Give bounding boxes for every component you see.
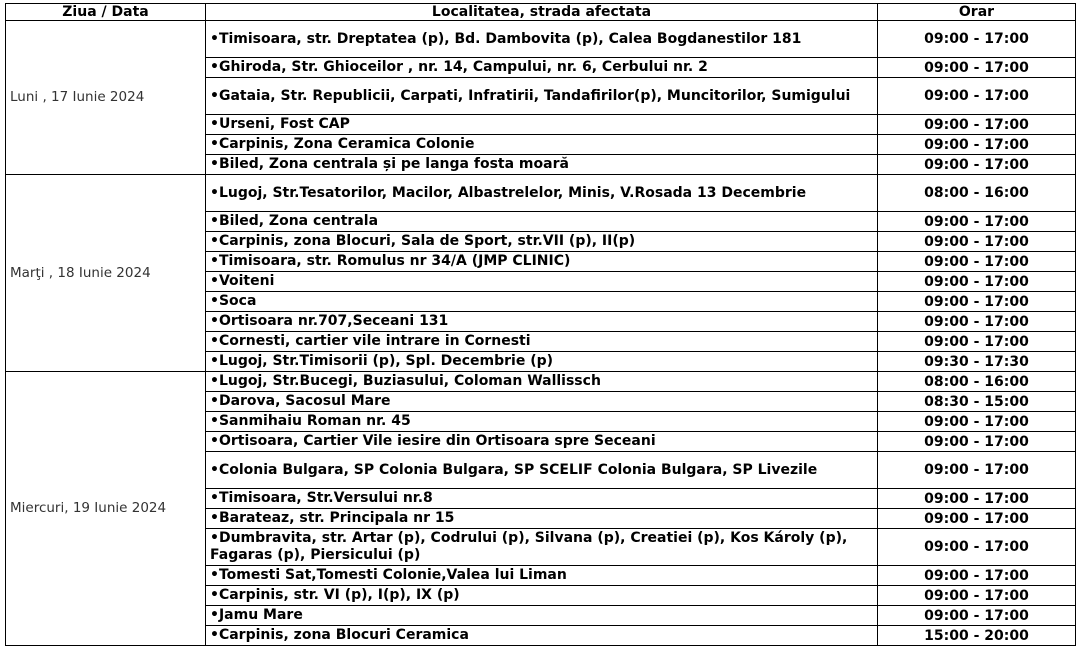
location-cell: •Lugoj, Str.Tesatorilor, Macilor, Albastrelelor, Minis, V.Rosada 13 Decembrie (206, 175, 878, 212)
time-cell: 09:00 - 17:00 (878, 452, 1076, 489)
location-cell: •Ghiroda, Str. Ghioceilor , nr. 14, Campului, nr. 6, Cerbului nr. 2 (206, 58, 878, 78)
time-cell: 09:00 - 17:00 (878, 566, 1076, 586)
table-row (6, 175, 1076, 212)
time-cell: 09:00 - 17:00 (878, 212, 1076, 232)
time-cell: 09:00 - 17:00 (878, 135, 1076, 155)
table-row (6, 372, 1076, 392)
header-row (6, 4, 1076, 21)
time-cell: 09:00 - 17:00 (878, 332, 1076, 352)
time-cell: 08:00 - 16:00 (878, 372, 1076, 392)
time-cell: 09:00 - 17:00 (878, 509, 1076, 529)
time-cell: 09:00 - 17:00 (878, 78, 1076, 115)
location-cell: •Ortisoara, Cartier Vile iesire din Ortisoara spre Seceani (206, 432, 878, 452)
location-cell: •Gataia, Str. Republicii, Carpati, Infratirii, Tandafirilor(p), Muncitorilor, Sumigului (206, 78, 878, 115)
time-cell: 09:00 - 17:00 (878, 586, 1076, 606)
header-time: Orar (878, 4, 1076, 21)
location-cell: •Jamu Mare (206, 606, 878, 626)
time-cell: 09:00 - 17:00 (878, 292, 1076, 312)
table-row (6, 21, 1076, 58)
location-cell: •Sanmihaiu Roman nr. 45 (206, 412, 878, 432)
time-cell: 09:00 - 17:00 (878, 21, 1076, 58)
time-cell: 09:00 - 17:00 (878, 232, 1076, 252)
outage-schedule-table (5, 3, 1076, 646)
time-cell: 09:00 - 17:00 (878, 155, 1076, 175)
time-cell: 09:00 - 17:00 (878, 606, 1076, 626)
location-cell: •Barateaz, str. Principala nr 15 (206, 509, 878, 529)
location-cell: •Urseni, Fost CAP (206, 115, 878, 135)
location-cell: •Timisoara, Str.Versului nr.8 (206, 489, 878, 509)
time-cell: 09:00 - 17:00 (878, 489, 1076, 509)
location-cell: •Biled, Zona centrala și pe langa fosta moară (206, 155, 878, 175)
location-cell: •Dumbravita, str. Artar (p), Codrului (p), Silvana (p), Creatiei (p), Kos Károly (p), Fagaras (p), Piersicului (p) (206, 529, 878, 566)
time-cell: 09:00 - 17:00 (878, 252, 1076, 272)
location-cell: •Darova, Sacosul Mare (206, 392, 878, 412)
time-cell: 09:00 - 17:00 (878, 529, 1076, 566)
location-cell: •Carpinis, zona Blocuri Ceramica (206, 626, 878, 646)
location-cell: •Carpinis, str. VI (p), I(p), IX (p) (206, 586, 878, 606)
time-cell: 09:30 - 17:30 (878, 352, 1076, 372)
location-cell: •Ortisoara nr.707,Seceani 131 (206, 312, 878, 332)
day-cell: Miercuri, 19 Iunie 2024 (6, 372, 206, 646)
time-cell: 08:00 - 16:00 (878, 175, 1076, 212)
location-cell: •Lugoj, Str.Timisorii (p), Spl. Decembrie (p) (206, 352, 878, 372)
location-cell: •Carpinis, Zona Ceramica Colonie (206, 135, 878, 155)
location-cell: •Colonia Bulgara, SP Colonia Bulgara, SP SCELIF Colonia Bulgara, SP Livezile (206, 452, 878, 489)
day-cell: Marţi , 18 Iunie 2024 (6, 175, 206, 372)
time-cell: 09:00 - 17:00 (878, 412, 1076, 432)
location-cell: •Carpinis, zona Blocuri, Sala de Sport, str.VII (p), II(p) (206, 232, 878, 252)
time-cell: 15:00 - 20:00 (878, 626, 1076, 646)
location-cell: •Tomesti Sat,Tomesti Colonie,Valea lui Liman (206, 566, 878, 586)
day-cell: Luni , 17 Iunie 2024 (6, 21, 206, 175)
location-cell: •Soca (206, 292, 878, 312)
location-cell: •Voiteni (206, 272, 878, 292)
location-cell: •Cornesti, cartier vile intrare in Cornesti (206, 332, 878, 352)
time-cell: 08:30 - 15:00 (878, 392, 1076, 412)
location-cell: •Timisoara, str. Romulus nr 34/A (JMP CLINIC) (206, 252, 878, 272)
header-day: Ziua / Data (6, 4, 206, 21)
header-location: Localitatea, strada afectata (206, 4, 878, 21)
time-cell: 09:00 - 17:00 (878, 272, 1076, 292)
location-cell: •Lugoj, Str.Bucegi, Buziasului, Coloman Wallissch (206, 372, 878, 392)
time-cell: 09:00 - 17:00 (878, 58, 1076, 78)
time-cell: 09:00 - 17:00 (878, 432, 1076, 452)
location-cell: •Biled, Zona centrala (206, 212, 878, 232)
location-cell: •Timisoara, str. Dreptatea (p), Bd. Dambovita (p), Calea Bogdanestilor 181 (206, 21, 878, 58)
schedule-body (6, 21, 1076, 646)
time-cell: 09:00 - 17:00 (878, 312, 1076, 332)
time-cell: 09:00 - 17:00 (878, 115, 1076, 135)
